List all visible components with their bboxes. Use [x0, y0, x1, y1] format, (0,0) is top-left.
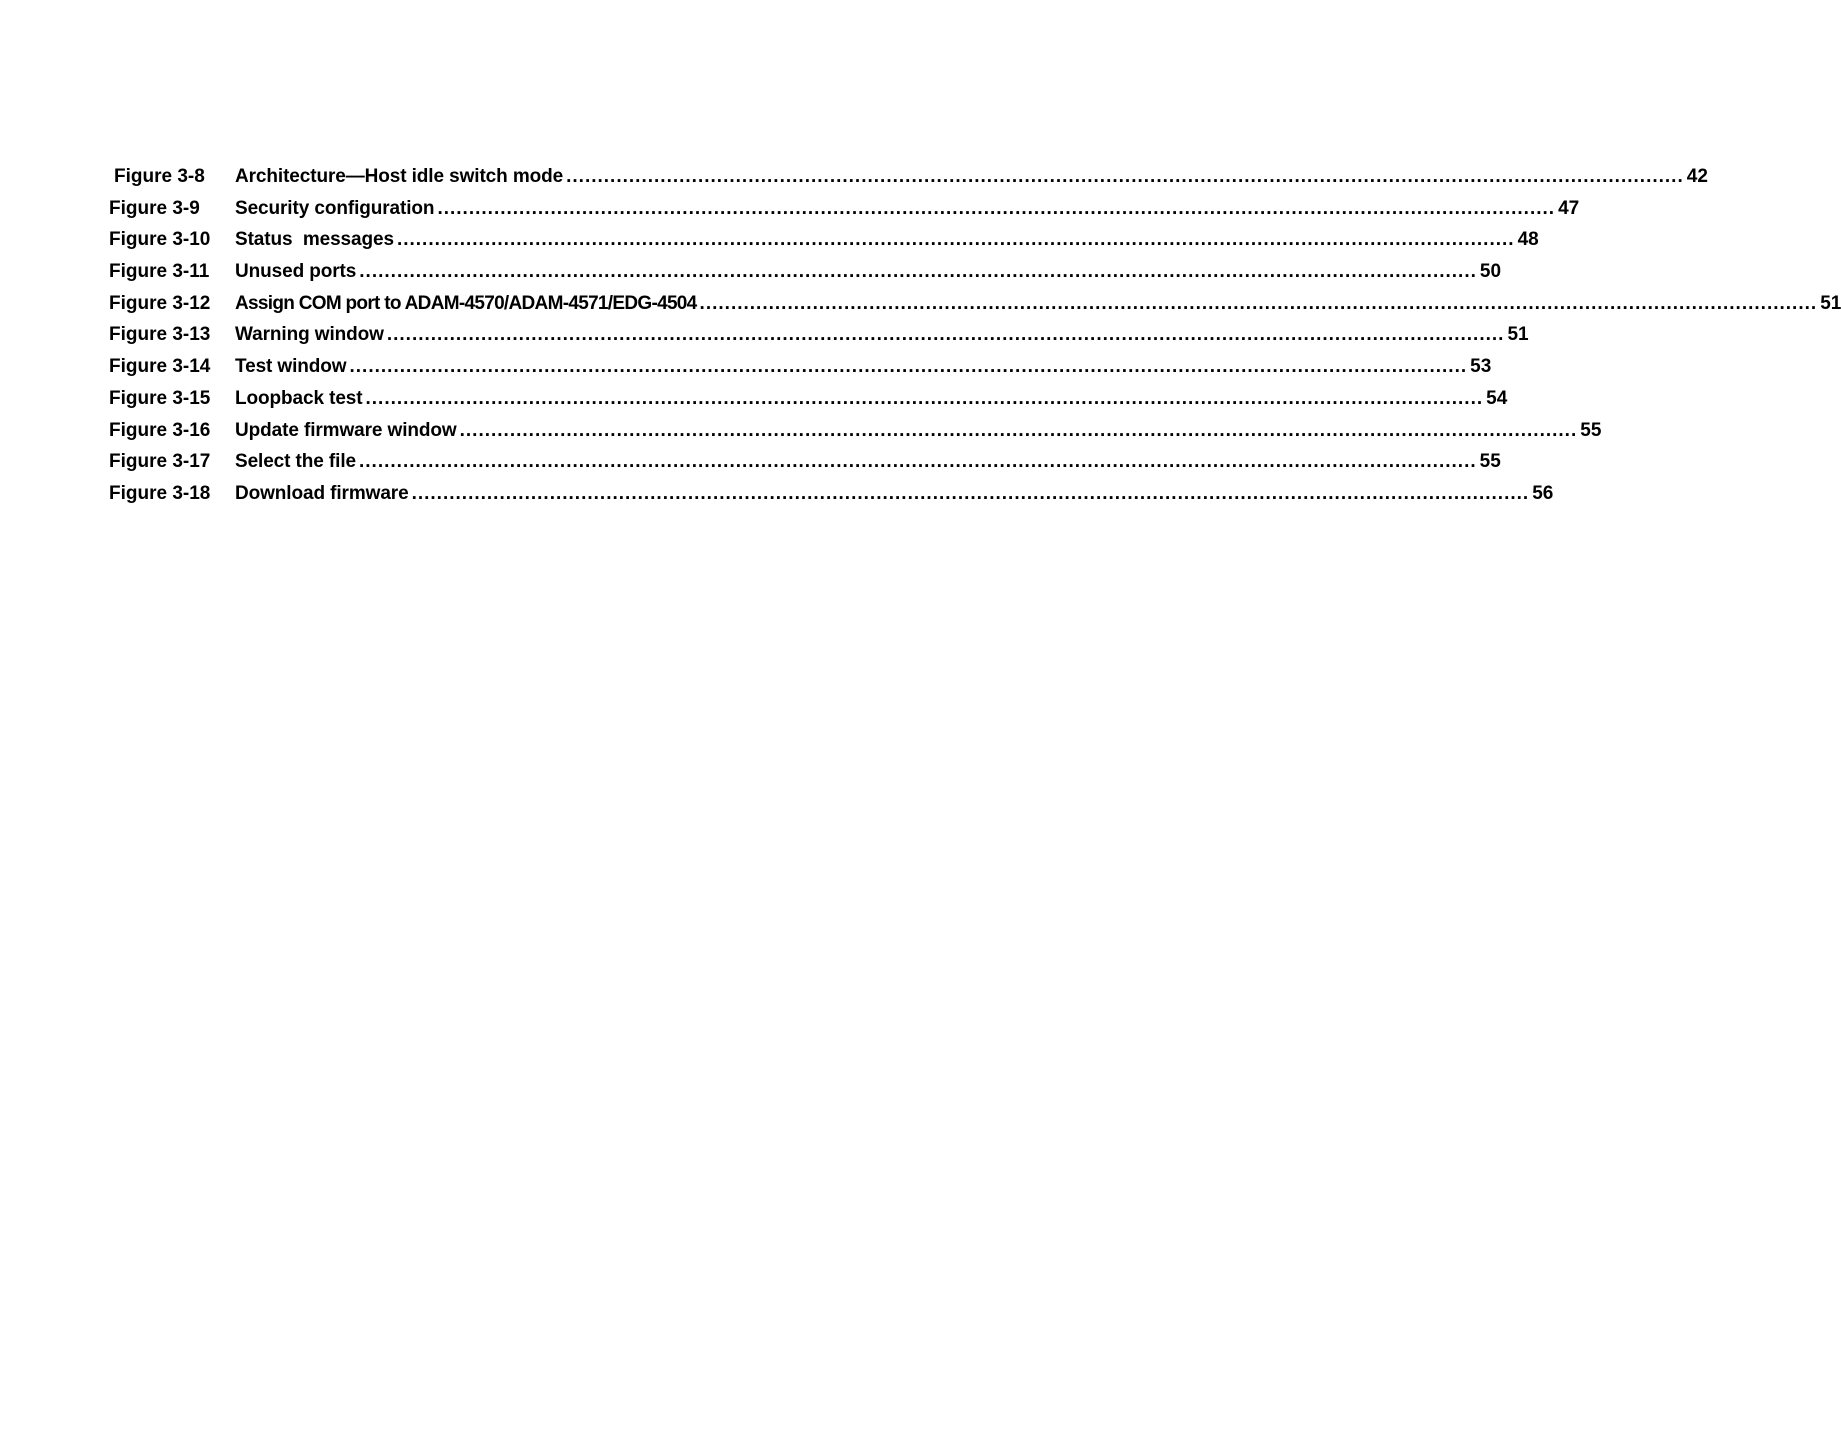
- list-of-figures: [109, 166, 1841, 515]
- page-number: 42: [1686, 166, 1708, 187]
- figure-number: Figure 3-12: [109, 292, 211, 314]
- figure-number: Figure 3-8: [114, 166, 205, 187]
- page-number: 54: [1486, 387, 1508, 409]
- page-number: 55: [1479, 451, 1501, 473]
- toc-entry[interactable]: [109, 482, 1554, 515]
- page-number: 56: [1532, 482, 1554, 504]
- page-number: 48: [1517, 229, 1539, 251]
- page-number: 51: [1820, 292, 1841, 314]
- dot-leader: [387, 324, 1505, 346]
- dot-leader: [359, 261, 1477, 283]
- figure-number: Figure 3-15: [109, 387, 211, 409]
- figure-title: Unused ports: [235, 261, 357, 283]
- page-number: 50: [1479, 261, 1502, 283]
- dot-leader: [366, 388, 1484, 410]
- page-number: 47: [1558, 197, 1580, 219]
- figure-title: Update firmware window: [235, 419, 457, 441]
- toc-entry[interactable]: [109, 324, 1529, 356]
- figure-title: Warning window: [235, 324, 384, 346]
- figure-number: Figure 3-17: [109, 451, 211, 473]
- toc-entry[interactable]: [109, 356, 1492, 388]
- figure-number: Figure 3-16: [109, 419, 211, 441]
- toc-entry[interactable]: [109, 229, 1539, 261]
- dot-leader: [412, 483, 1530, 505]
- figure-title: Download firmware: [235, 482, 409, 504]
- page-number: 51: [1507, 324, 1529, 346]
- figure-title: Architecture—Host idle switch mode: [235, 166, 564, 187]
- toc-entry[interactable]: [109, 387, 1508, 420]
- toc-entry[interactable]: [109, 419, 1602, 452]
- figure-number: Figure 3-18: [109, 482, 211, 504]
- dot-leader: [397, 229, 1515, 251]
- figure-number: Figure 3-13: [109, 324, 211, 346]
- figure-number: Figure 3-9: [109, 197, 200, 219]
- figure-title: Assign COM port to ADAM-4570/ADAM-4571/EDG-4504: [235, 292, 697, 314]
- figure-title: Loopback test: [235, 387, 363, 409]
- dot-leader: [566, 166, 1684, 188]
- figure-number: Figure 3-10: [109, 229, 211, 251]
- toc-entry[interactable]: [109, 197, 1580, 230]
- dot-leader: [359, 451, 1477, 473]
- page-number: 55: [1580, 419, 1602, 441]
- toc-entry[interactable]: [109, 451, 1501, 483]
- figure-title: Select the file: [235, 451, 356, 473]
- dot-leader: [700, 293, 1818, 315]
- toc-entry[interactable]: [109, 261, 1502, 293]
- figure-number: Figure 3-14: [109, 356, 211, 378]
- page-number: 53: [1470, 356, 1492, 378]
- figure-title: Test window: [235, 356, 347, 378]
- dot-leader: [437, 198, 1555, 220]
- dot-leader: [460, 420, 1578, 442]
- figure-title: Status messages: [235, 229, 394, 251]
- toc-entry[interactable]: [109, 292, 1841, 325]
- figure-title: Security configuration: [235, 197, 435, 219]
- dot-leader: [350, 356, 1468, 378]
- toc-entry[interactable]: [109, 166, 1708, 198]
- figure-number: Figure 3-11: [109, 261, 210, 283]
